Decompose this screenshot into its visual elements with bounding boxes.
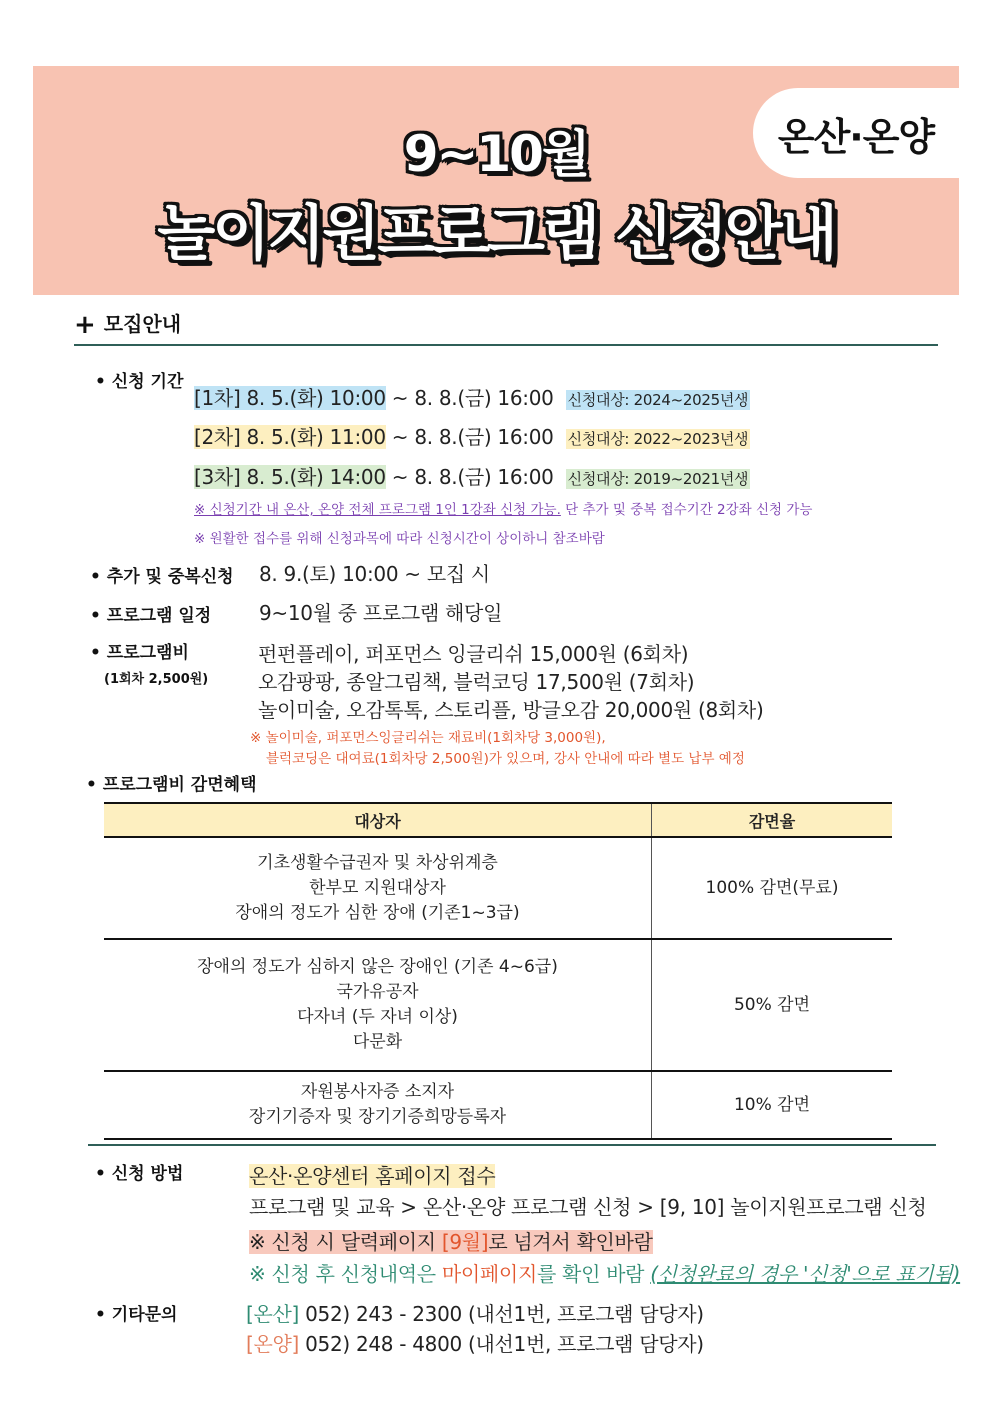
section-divider: [74, 344, 938, 346]
method-line-2: 프로그램 및 교육 > 온산·온양 프로그램 신청 > [9, 10] 놀이지원프로그램 신청: [249, 1195, 927, 1219]
round-1-end: ~ 8. 8.(금) 16:00: [385, 386, 554, 410]
round-2-period: [2차] 8. 5.(화) 11:00: [194, 425, 386, 449]
target-item: 한부모 지원대상자: [309, 877, 446, 898]
round-2-target: 신청대상: 2022~2023년생: [567, 430, 749, 448]
mypage-note-page: 마이페이지: [441, 1262, 537, 1286]
onyang-tag: [온양]: [246, 1332, 300, 1356]
calendar-note: [249, 1230, 653, 1254]
calendar-note-month: [9월]: [441, 1230, 489, 1254]
header-banner: [33, 66, 959, 295]
calendar-note-c: 로 넘겨서 확인바람: [488, 1230, 653, 1254]
table-row: [104, 939, 892, 1071]
apply-note-1-underlined: ※ 신청기간 내 온산, 온양 전체 프로그램 1인 1강좌 신청 가능.: [194, 502, 561, 518]
method-line-4: [249, 1258, 960, 1287]
row-3-rate: 10% 감면: [652, 1071, 893, 1139]
extra-apply-label: • 추가 및 중복신청: [90, 567, 234, 587]
apply-note-2: ※ 원활한 접수를 위해 신청과목에 따라 신청시간이 상이하니 참조바람: [194, 531, 605, 547]
section-heading: [74, 308, 181, 340]
row-1-rate: 100% 감면(무료): [652, 837, 893, 939]
fee-line-3: 놀이미술, 오감톡톡, 스토리플, 방글오감 20,000원 (8회차): [258, 698, 764, 722]
contact-label: • 기타문의: [95, 1305, 178, 1325]
section-title: 모집안내: [103, 312, 182, 336]
method-line-3: [249, 1226, 653, 1255]
round-3-target: 신청대상: 2019~2021년생: [567, 470, 749, 488]
fee-sub-label: (1회차 2,500원): [104, 672, 209, 687]
calendar-note-a: ※ 신청 시 달력페이지: [249, 1230, 442, 1254]
banner-title-main: 놀이지원프로그램 신청안내: [157, 199, 835, 269]
target-item: 다자녀 (두 자녀 이상): [297, 1007, 458, 1027]
region-tag: 온산·온양: [753, 88, 959, 178]
schedule-value: 9~10월 중 프로그램 해당일: [259, 601, 503, 625]
mypage-note-c: 를 확인 바람: [536, 1262, 651, 1286]
discount-label: • 프로그램비 감면혜택: [86, 775, 257, 795]
mypage-note-d: (신청완료의 경우 '신청'으로 표기됨): [650, 1262, 961, 1286]
onyang-phone: 052) 248 - 4800 (내선1번, 프로그램 담당자): [299, 1332, 704, 1356]
round-3: [194, 461, 750, 490]
round-1-period: [1차] 8. 5.(화) 10:00: [194, 386, 386, 410]
target-item: 국가유공자: [336, 982, 419, 1002]
fee-line-2: 오감팡팡, 종알그림책, 블럭코딩 17,500원 (7회차): [258, 670, 695, 694]
round-3-end: ~ 8. 8.(금) 16:00: [385, 465, 554, 489]
plus-icon: +: [74, 310, 96, 340]
row-2-targets: [104, 939, 652, 1071]
table-header-row: [104, 803, 892, 837]
method-divider: [88, 1144, 936, 1146]
header-rate: 감면율: [652, 803, 893, 837]
round-1: [194, 382, 750, 411]
schedule-label: • 프로그램 일정: [90, 606, 212, 626]
method-line-1: [249, 1160, 495, 1189]
target-item: 장애의 정도가 심한 장애 (기존1~3급): [235, 902, 520, 923]
round-1-target: 신청대상: 2024~2025년생: [567, 391, 749, 409]
discount-table: [104, 802, 892, 1140]
contact-onsan: [246, 1298, 704, 1327]
banner-title-period: 9~10월: [403, 125, 589, 183]
apply-note-1-rest: 단 추가 및 중복 접수기간 2강좌 신청 가능: [560, 502, 813, 518]
row-3-targets: [104, 1071, 652, 1139]
homepage-apply: 온산·온양센터 홈페이지 접수: [249, 1164, 496, 1188]
row-2-rate: 50% 감면: [652, 939, 893, 1071]
target-item: 장기기증자 및 장기기증희망등록자: [248, 1107, 507, 1127]
onsan-tag: [온산]: [246, 1302, 300, 1326]
method-label: • 신청 방법: [95, 1164, 184, 1184]
target-item: 다문화: [352, 1032, 403, 1052]
row-1-targets: [104, 837, 652, 939]
contact-onyang: [246, 1328, 704, 1357]
onsan-phone: 052) 243 - 2300 (내선1번, 프로그램 담당자): [299, 1302, 704, 1326]
fee-note-2: 블럭코딩은 대여료(1회차당 2,500원)가 있으며, 강사 안내에 따라 별도 납부 예정: [266, 751, 745, 767]
target-item: 기초생활수급권자 및 차상위계층: [257, 852, 498, 873]
fee-note-1: ※ 놀이미술, 퍼포먼스잉글리쉬는 재료비(1회차당 3,000원),: [250, 730, 606, 746]
apply-period-label: • 신청 기간: [95, 372, 184, 392]
fee-line-1: 펀펀플레이, 퍼포먼스 잉글리쉬 15,000원 (6회차): [258, 642, 689, 666]
round-2-end: ~ 8. 8.(금) 16:00: [385, 425, 554, 449]
apply-note-1: [194, 498, 812, 518]
header-target: 대상자: [104, 803, 652, 837]
target-item: 자원봉사자증 소지자: [300, 1082, 455, 1102]
table-row: [104, 837, 892, 939]
round-2: [194, 421, 750, 450]
extra-apply-value: 8. 9.(토) 10:00 ~ 모집 시: [259, 562, 490, 586]
round-3-period: [3차] 8. 5.(화) 14:00: [194, 465, 386, 489]
mypage-note-a: ※ 신청 후 신청내역은: [249, 1262, 442, 1286]
fee-label: • 프로그램비: [90, 643, 189, 663]
table-row: [104, 1071, 892, 1139]
target-item: 장애의 정도가 심하지 않은 장애인 (기존 4~6급): [197, 957, 558, 977]
